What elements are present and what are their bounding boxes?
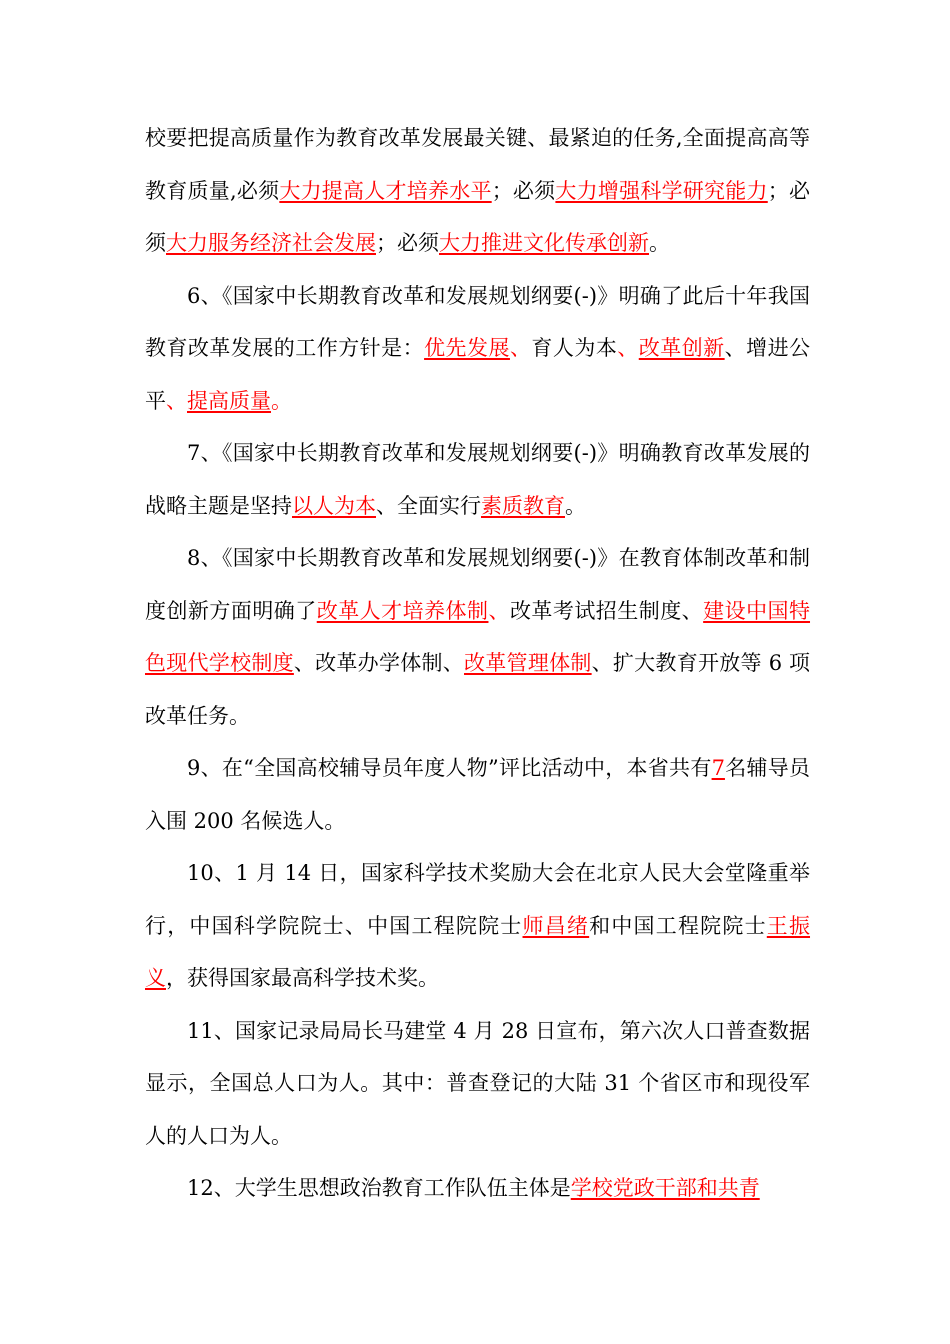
answer-text: 建设中国特色现代学校制度 <box>145 598 811 675</box>
answer-text: 学校党政干部和共青 <box>570 1176 760 1200</box>
paragraph-5 <box>145 742 810 847</box>
body-text: 改革考试招生制度、 <box>509 598 704 623</box>
answer-text: 师昌绪 <box>522 913 590 938</box>
body-text: 7、《国家中长期教育改革和发展规划纲要(-)》明确教育改革发展的战略主题是坚持 <box>145 441 810 518</box>
paragraph-7 <box>145 1005 810 1163</box>
body-text: 8、《国家中长期教育改革和发展规划纲要(-)》在教育体制改革和制度创新方面明确了 <box>145 546 810 623</box>
body-text: 和中国工程院院士 <box>589 913 767 938</box>
answer-text: 7 <box>711 756 725 780</box>
answer-text: 大力推进文化传承创新 <box>439 231 649 255</box>
red-punctuation: 、 <box>166 388 187 413</box>
paragraph-3 <box>145 427 810 532</box>
paragraph-1 <box>145 112 810 270</box>
answer-text: 以人为本 <box>292 493 376 518</box>
answer-text: 提高质量 <box>187 388 271 413</box>
body-text: 、增进公平 <box>145 336 811 413</box>
paragraph-8 <box>145 1162 810 1215</box>
paragraph-4 <box>145 532 810 742</box>
answer-text: 王振义 <box>145 913 811 990</box>
body-text: 6、《国家中长期教育改革和发展规划纲要(-)》明确了此后十年我国教育改革发展的工作方针是： <box>145 283 810 360</box>
body-text: 11、国家记录局局长马建堂 4 月 28 日宣布，第六次人口普查数据显示，全国总人口为人。其中：普查登记的大陆 31 个省区市和现役军人的人口为人。 <box>145 1018 810 1148</box>
answer-text: 大力增强科学研究能力 <box>555 178 768 203</box>
paragraph-6 <box>145 847 810 1005</box>
red-punctuation: 、 <box>617 336 639 360</box>
body-text: 12、大学生思想政治教育工作队伍主体是 <box>187 1176 571 1200</box>
body-text: ；必须 <box>491 178 556 203</box>
body-text: 9、在“全国高校辅导员年度人物”评比活动中，本省共有 <box>187 756 712 780</box>
body-text: ；必须 <box>145 178 811 255</box>
body-text: 、全面实行 <box>376 493 481 518</box>
body-text: 名辅导员入围 200 名候选人。 <box>145 756 810 833</box>
answer-text: 改革创新 <box>638 336 725 360</box>
body-text: 10、1 月 14 日，国家科学技术奖励大会在北京人民大会堂隆重举行，中国科学院院士、中国工程院院士 <box>145 861 810 938</box>
red-punctuation: 、 <box>488 598 510 623</box>
answer-text: 改革人才培养体制 <box>316 598 489 623</box>
body-text: 、扩大教育开放等 6 项改革任务。 <box>145 651 811 728</box>
answer-text: 素质教育 <box>481 493 565 518</box>
document-body <box>145 112 810 1215</box>
body-text: 。 <box>565 493 586 518</box>
body-text: 。 <box>649 231 670 255</box>
red-punctuation: 、 <box>509 336 532 360</box>
answer-text: 优先发展 <box>424 336 510 360</box>
answer-text: 大力提高人才培养水平 <box>279 178 492 203</box>
body-text: 育人为本 <box>531 336 618 360</box>
red-punctuation: 。 <box>271 388 292 413</box>
body-text: ，获得国家最高科学技术奖。 <box>166 966 439 990</box>
body-text: 、改革办学体制、 <box>293 651 465 675</box>
answer-text: 大力服务经济社会发展 <box>166 231 376 255</box>
body-text: ；必须 <box>376 231 439 255</box>
answer-text: 改革管理体制 <box>464 651 592 675</box>
body-text: 校要把提高质量作为教育改革发展最关键、最紧迫的任务,全面提高高等教育质量,必须 <box>145 126 810 203</box>
paragraph-2 <box>145 270 810 428</box>
